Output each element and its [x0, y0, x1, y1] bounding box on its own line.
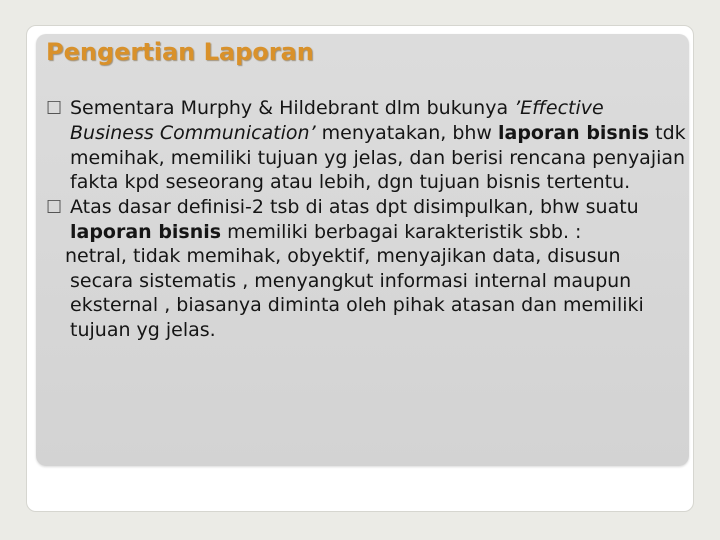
checkbox-bullet-icon: ☐	[46, 196, 63, 218]
bullet-paragraph-definition	[46, 96, 686, 195]
emphasis-laporan-bisnis: laporan bisnis	[70, 221, 222, 244]
checkbox-bullet-icon: ☐	[46, 98, 63, 119]
slide-title: Pengertian Laporan	[46, 38, 314, 66]
emphasis-laporan-bisnis: laporan bisnis	[498, 122, 650, 145]
para1-text-mid: menyatakan, bhw	[315, 122, 498, 145]
para1-text-pre: Sementara Murphy & Hildebrant dlm bukunya	[70, 97, 515, 119]
para2-text-pre: Atas dasar definisi-2 tsb di atas dpt disimpulkan, bhw suatu	[70, 195, 639, 218]
slide-body	[46, 96, 686, 342]
para1-text-post: tdk memihak, memiliki tujuan yg jelas, dan berisi rencana penyajian fakta kpd seseorang atau lebih, dgn tujuan bisnis tertentu.	[70, 122, 686, 194]
characteristics-paragraph: netral, tidak memihak, obyektif, menyajikan data, disusun secara sistematis , menyangkut informasi internal maupun eksternal , biasanya diminta oleh pihak atasan dan memiliki tujuan yg jelas.	[65, 245, 644, 341]
para2-text-post: memiliki berbagai karakteristik sbb. :	[221, 221, 582, 244]
book-title: ’Effective Business Communication’	[70, 97, 604, 145]
bullet-paragraph-conclusion	[46, 195, 686, 245]
